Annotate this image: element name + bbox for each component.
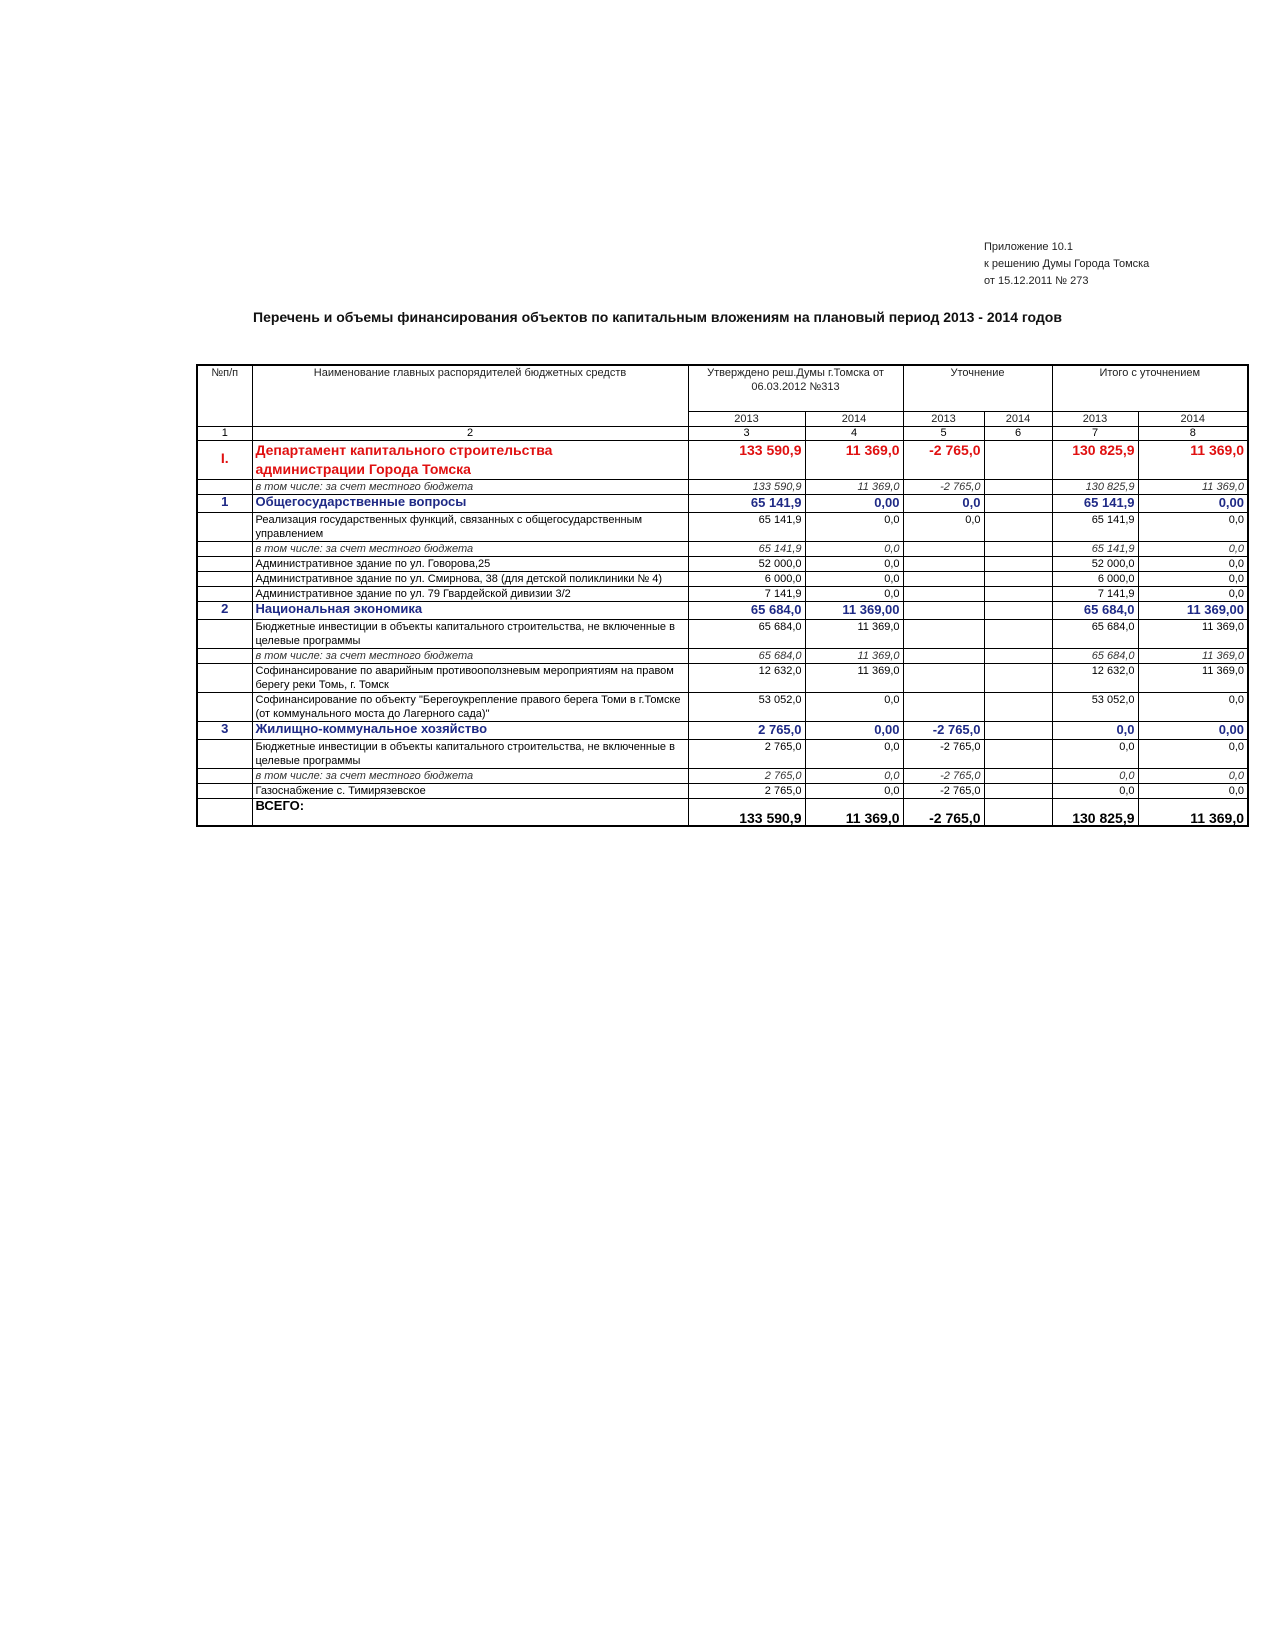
local-budget-row	[197, 768, 1248, 783]
value-cell: 7 141,9	[688, 586, 805, 601]
value-cell: 0,0	[805, 586, 903, 601]
value-cell: 0,0	[1138, 571, 1248, 586]
item-row	[197, 586, 1248, 601]
value-cell: 0,0	[903, 494, 984, 512]
value-cell: 65 684,0	[1052, 648, 1138, 663]
section-name: Общегосударственные вопросы	[252, 494, 688, 512]
value-cell: 11 369,0	[1138, 440, 1248, 479]
section-num: 2	[197, 601, 252, 619]
row-name: в том числе: за счет местного бюджета	[252, 648, 688, 663]
department-name-line-2: администрации Города Томска	[255, 460, 471, 477]
value-cell	[984, 692, 1052, 721]
value-cell: 0,0	[1052, 721, 1138, 739]
value-cell	[903, 601, 984, 619]
value-cell: 12 632,0	[688, 663, 805, 692]
value-cell: 0,0	[805, 556, 903, 571]
value-cell: 11 369,0	[805, 798, 903, 826]
value-cell: 65 141,9	[688, 494, 805, 512]
value-cell: 2 765,0	[688, 783, 805, 798]
value-cell: 11 369,0	[1138, 798, 1248, 826]
department-num: I.	[197, 440, 252, 479]
value-cell: -2 765,0	[903, 768, 984, 783]
value-cell	[903, 571, 984, 586]
header-row	[197, 365, 1248, 411]
value-cell: 0,0	[1138, 556, 1248, 571]
col-index: 2	[252, 426, 688, 440]
value-cell: 0,0	[805, 783, 903, 798]
value-cell: -2 765,0	[903, 783, 984, 798]
value-cell: 53 052,0	[1052, 692, 1138, 721]
value-cell: 65 141,9	[688, 541, 805, 556]
value-cell: 65 141,9	[1052, 512, 1138, 541]
value-cell	[984, 479, 1052, 494]
value-cell	[984, 768, 1052, 783]
row-name: Софинансирование по объекту "Берегоукрепление правого берега Томи в г.Томске (от коммунального моста до Лагерного сада)"	[252, 692, 688, 721]
value-cell: 65 684,0	[1052, 601, 1138, 619]
section-name: Национальная экономика	[252, 601, 688, 619]
value-cell: 11 369,0	[805, 663, 903, 692]
department-name-line-1: Департамент капитального строительства	[255, 441, 553, 458]
value-cell: 65 141,9	[688, 512, 805, 541]
row-name: Софинансирование по аварийным противооползневым мероприятиям на правом берегу реки Томь, г. Томск	[252, 663, 688, 692]
department-row	[197, 440, 1248, 479]
value-cell: -2 765,0	[903, 739, 984, 768]
value-cell: 65 684,0	[688, 601, 805, 619]
section-name: Жилищно-коммунальное хозяйство	[252, 721, 688, 739]
value-cell: 0,00	[805, 721, 903, 739]
value-cell: -2 765,0	[903, 721, 984, 739]
appendix-line-1: Приложение 10.1	[984, 241, 1073, 253]
appendix-line-2: к решению Думы Города Томска	[984, 258, 1150, 270]
value-cell: 2 765,0	[688, 721, 805, 739]
value-cell	[984, 556, 1052, 571]
col-index: 3	[688, 426, 805, 440]
value-cell	[903, 619, 984, 648]
value-cell: 0,0	[805, 692, 903, 721]
value-cell: 133 590,9	[688, 440, 805, 479]
row-name: Реализация государственных функций, связанных с общегосударственным управлением	[252, 512, 688, 541]
col-index: 8	[1138, 426, 1248, 440]
total-label: ВСЕГО:	[252, 798, 688, 826]
value-cell: 11 369,0	[1138, 619, 1248, 648]
section-row	[197, 601, 1248, 619]
value-cell	[984, 721, 1052, 739]
row-name: Газоснабжение с. Тимирязевское	[252, 783, 688, 798]
value-cell: 2 765,0	[688, 739, 805, 768]
row-name: в том числе: за счет местного бюджета	[252, 541, 688, 556]
value-cell: 0,0	[1138, 768, 1248, 783]
header-approved: Утверждено реш.Думы г.Томска от 06.03.2012 №313	[688, 365, 903, 411]
value-cell: 11 369,0	[805, 619, 903, 648]
value-cell: 11 369,0	[805, 479, 903, 494]
row-name: Бюджетные инвестиции в объекты капитального строительства, не включенные в целевые программы	[252, 619, 688, 648]
value-cell: 0,0	[1138, 739, 1248, 768]
value-cell: 6 000,0	[1052, 571, 1138, 586]
value-cell: 11 369,0	[1138, 663, 1248, 692]
col-index: 4	[805, 426, 903, 440]
value-cell	[903, 541, 984, 556]
value-cell: 0,0	[1052, 739, 1138, 768]
column-index-row	[197, 426, 1248, 440]
col-index: 6	[984, 426, 1052, 440]
value-cell	[984, 739, 1052, 768]
item-row	[197, 692, 1248, 721]
value-cell	[984, 601, 1052, 619]
year-cell: 2013	[1052, 411, 1138, 426]
header-num: №п/п	[197, 365, 252, 426]
value-cell: 65 141,9	[1052, 541, 1138, 556]
row-name: Административное здание по ул. Говорова,25	[252, 556, 688, 571]
value-cell	[903, 692, 984, 721]
value-cell	[984, 440, 1052, 479]
value-cell	[903, 663, 984, 692]
section-num: 3	[197, 721, 252, 739]
item-row	[197, 571, 1248, 586]
value-cell	[984, 571, 1052, 586]
total-row	[197, 798, 1248, 826]
value-cell	[984, 512, 1052, 541]
col-index: 5	[903, 426, 984, 440]
sections-body	[197, 494, 1248, 798]
row-name: Административное здание по ул. 79 Гвардейской дивизии 3/2	[252, 586, 688, 601]
year-cell: 2014	[984, 411, 1052, 426]
year-cell: 2013	[903, 411, 984, 426]
value-cell: 65 141,9	[1052, 494, 1138, 512]
value-cell: 0,0	[805, 768, 903, 783]
item-row	[197, 619, 1248, 648]
value-cell: 11 369,0	[805, 648, 903, 663]
col-index: 1	[197, 426, 252, 440]
value-cell: 0,0	[1138, 541, 1248, 556]
value-cell	[984, 494, 1052, 512]
value-cell: 0,00	[1138, 721, 1248, 739]
value-cell: 0,0	[1138, 692, 1248, 721]
value-cell: 0,0	[1052, 768, 1138, 783]
value-cell: 52 000,0	[688, 556, 805, 571]
header-total: Итого с уточнением	[1052, 365, 1248, 411]
value-cell: 52 000,0	[1052, 556, 1138, 571]
value-cell: 65 684,0	[688, 648, 805, 663]
value-cell: 0,0	[805, 512, 903, 541]
department-local-budget-row	[197, 479, 1248, 494]
section-row	[197, 494, 1248, 512]
value-cell	[984, 648, 1052, 663]
item-row	[197, 663, 1248, 692]
col-index: 7	[1052, 426, 1138, 440]
local-budget-row	[197, 541, 1248, 556]
value-cell: 0,0	[1052, 783, 1138, 798]
value-cell: 133 590,9	[688, 479, 805, 494]
value-cell: 0,00	[1138, 494, 1248, 512]
row-name: в том числе: за счет местного бюджета	[252, 768, 688, 783]
value-cell: 11 369,0	[1138, 479, 1248, 494]
year-cell: 2014	[805, 411, 903, 426]
value-cell: -2 765,0	[903, 798, 984, 826]
row-name: Административное здание по ул. Смирнова, 38 (для детской поликлиники № 4)	[252, 571, 688, 586]
department-name	[252, 440, 688, 479]
document-title: Перечень и объемы финансирования объектов по капитальным вложениям на плановый период 2013 - 2014 годов	[253, 309, 1062, 325]
value-cell: 65 684,0	[1052, 619, 1138, 648]
value-cell: 0,0	[1138, 512, 1248, 541]
value-cell	[903, 556, 984, 571]
value-cell	[984, 663, 1052, 692]
value-cell: 0,0	[805, 541, 903, 556]
value-cell	[903, 586, 984, 601]
year-cell: 2013	[688, 411, 805, 426]
row-name: Бюджетные инвестиции в объекты капитального строительства, не включенные в целевые программы	[252, 739, 688, 768]
value-cell: 130 825,9	[1052, 440, 1138, 479]
value-cell	[903, 648, 984, 663]
value-cell	[984, 586, 1052, 601]
value-cell: 0,0	[1138, 586, 1248, 601]
value-cell: 11 369,00	[805, 601, 903, 619]
item-row	[197, 512, 1248, 541]
appendix-line-3: от 15.12.2011 № 273	[984, 275, 1089, 287]
section-row	[197, 721, 1248, 739]
value-cell: 130 825,9	[1052, 479, 1138, 494]
value-cell	[984, 619, 1052, 648]
appendix-note	[984, 239, 1149, 290]
header-refine: Уточнение	[903, 365, 1052, 411]
local-budget-row	[197, 648, 1248, 663]
year-cell: 2014	[1138, 411, 1248, 426]
section-num: 1	[197, 494, 252, 512]
header-name: Наименование главных распорядителей бюджетных средств	[252, 365, 688, 426]
value-cell: 2 765,0	[688, 768, 805, 783]
item-row	[197, 739, 1248, 768]
value-cell: -2 765,0	[903, 479, 984, 494]
value-cell: 0,0	[805, 739, 903, 768]
value-cell: 53 052,0	[688, 692, 805, 721]
value-cell: 0,0	[903, 512, 984, 541]
budget-table	[196, 364, 1249, 827]
row-name: в том числе: за счет местного бюджета	[252, 479, 688, 494]
value-cell: -2 765,0	[903, 440, 984, 479]
item-row	[197, 556, 1248, 571]
item-row	[197, 783, 1248, 798]
value-cell: 6 000,0	[688, 571, 805, 586]
value-cell: 0,0	[805, 571, 903, 586]
value-cell: 0,00	[805, 494, 903, 512]
value-cell	[984, 783, 1052, 798]
value-cell	[984, 541, 1052, 556]
value-cell: 133 590,9	[688, 798, 805, 826]
value-cell: 0,0	[1138, 783, 1248, 798]
value-cell: 12 632,0	[1052, 663, 1138, 692]
value-cell: 65 684,0	[688, 619, 805, 648]
value-cell: 11 369,00	[1138, 601, 1248, 619]
value-cell: 130 825,9	[1052, 798, 1138, 826]
value-cell	[984, 798, 1052, 826]
value-cell: 11 369,0	[1138, 648, 1248, 663]
value-cell: 11 369,0	[805, 440, 903, 479]
value-cell: 7 141,9	[1052, 586, 1138, 601]
